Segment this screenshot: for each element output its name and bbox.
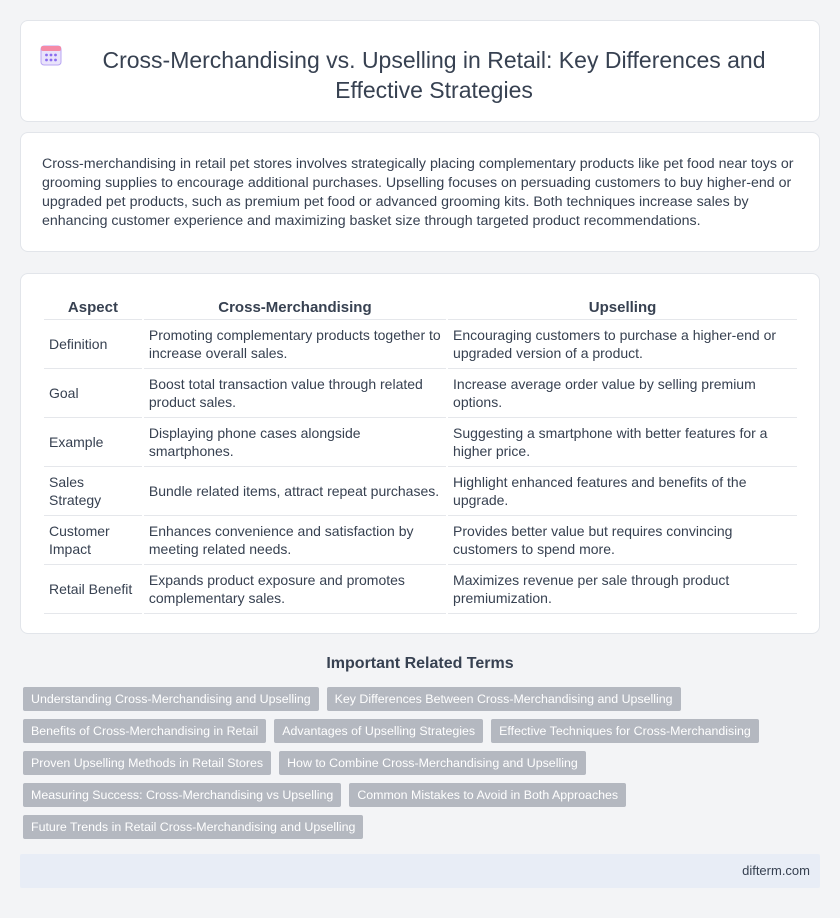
cell-upselling: Maximizes revenue per sale through product premiumization.: [448, 565, 797, 614]
table-row: [44, 369, 797, 418]
header-upselling: Upselling: [448, 294, 797, 320]
cell-cross-merchandising: Displaying phone cases alongside smartphones.: [144, 418, 446, 467]
cell-cross-merchandising: Boost total transaction value through related product sales.: [144, 369, 446, 418]
cell-cross-merchandising: Expands product exposure and promotes complementary sales.: [144, 565, 446, 614]
related-term-tag[interactable]: Understanding Cross-Merchandising and Upselling: [23, 687, 319, 711]
table-row: [44, 467, 797, 516]
cell-cross-merchandising: Bundle related items, attract repeat purchases.: [144, 467, 446, 516]
cell-aspect: Customer Impact: [44, 516, 142, 565]
related-term-tag[interactable]: Future Trends in Retail Cross-Merchandising and Upselling: [23, 815, 363, 839]
related-term-tag[interactable]: How to Combine Cross-Merchandising and Upselling: [279, 751, 586, 775]
cell-upselling: Increase average order value by selling premium options.: [448, 369, 797, 418]
cell-upselling: Provides better value but requires convincing customers to spend more.: [448, 516, 797, 565]
comparison-table: [42, 294, 799, 614]
cell-upselling: Suggesting a smartphone with better features for a higher price.: [448, 418, 797, 467]
cell-upselling: Encouraging customers to purchase a higher-end or upgraded version of a product.: [448, 320, 797, 369]
calendar-icon: [39, 43, 63, 67]
related-terms-list: [23, 687, 823, 847]
cell-aspect: Sales Strategy: [44, 467, 142, 516]
related-term-tag[interactable]: Proven Upselling Methods in Retail Stores: [23, 751, 271, 775]
related-terms-heading: Important Related Terms: [326, 655, 514, 672]
related-term-tag[interactable]: Key Differences Between Cross-Merchandising and Upselling: [327, 687, 681, 711]
table-row: [44, 418, 797, 467]
related-term-tag[interactable]: Effective Techniques for Cross-Merchandising: [491, 719, 759, 743]
cell-aspect: Definition: [44, 320, 142, 369]
intro-card: [20, 132, 820, 252]
related-term-tag[interactable]: Measuring Success: Cross-Merchandising vs Upselling: [23, 783, 341, 807]
table-header-row: [44, 294, 797, 320]
footer-site-link[interactable]: difterm.com: [742, 863, 810, 878]
cell-cross-merchandising: Enhances convenience and satisfaction by meeting related needs.: [144, 516, 446, 565]
header-aspect: Aspect: [44, 294, 142, 320]
intro-paragraph: Cross-merchandising in retail pet stores involves strategically placing complementary products like pet food near toys or grooming supplies to encourage additional purchases. Upselling focuses on persuading customers to buy higher-end or upgraded pet products, such as premium pet food or advanced grooming kits. Both techniques increase sales by enhancing customer experience and maximizing basket size through targeted product recommendations.: [42, 156, 794, 229]
table-row: [44, 320, 797, 369]
header-cross-merchandising: Cross-Merchandising: [144, 294, 446, 320]
cell-aspect: Example: [44, 418, 142, 467]
cell-cross-merchandising: Promoting complementary products together to increase overall sales.: [144, 320, 446, 369]
footer: [20, 854, 820, 888]
table-row: [44, 516, 797, 565]
cell-aspect: Goal: [44, 369, 142, 418]
title-card: [20, 20, 820, 122]
table-row: [44, 565, 797, 614]
related-term-tag[interactable]: Benefits of Cross-Merchandising in Retail: [23, 719, 266, 743]
cell-aspect: Retail Benefit: [44, 565, 142, 614]
cell-upselling: Highlight enhanced features and benefits of the upgrade.: [448, 467, 797, 516]
related-term-tag[interactable]: Advantages of Upselling Strategies: [274, 719, 483, 743]
related-term-tag[interactable]: Common Mistakes to Avoid in Both Approaches: [349, 783, 626, 807]
page-title: Cross-Merchandising vs. Upselling in Retail: Key Differences and Effective Strategies: [102, 47, 766, 103]
comparison-card: [20, 273, 820, 634]
